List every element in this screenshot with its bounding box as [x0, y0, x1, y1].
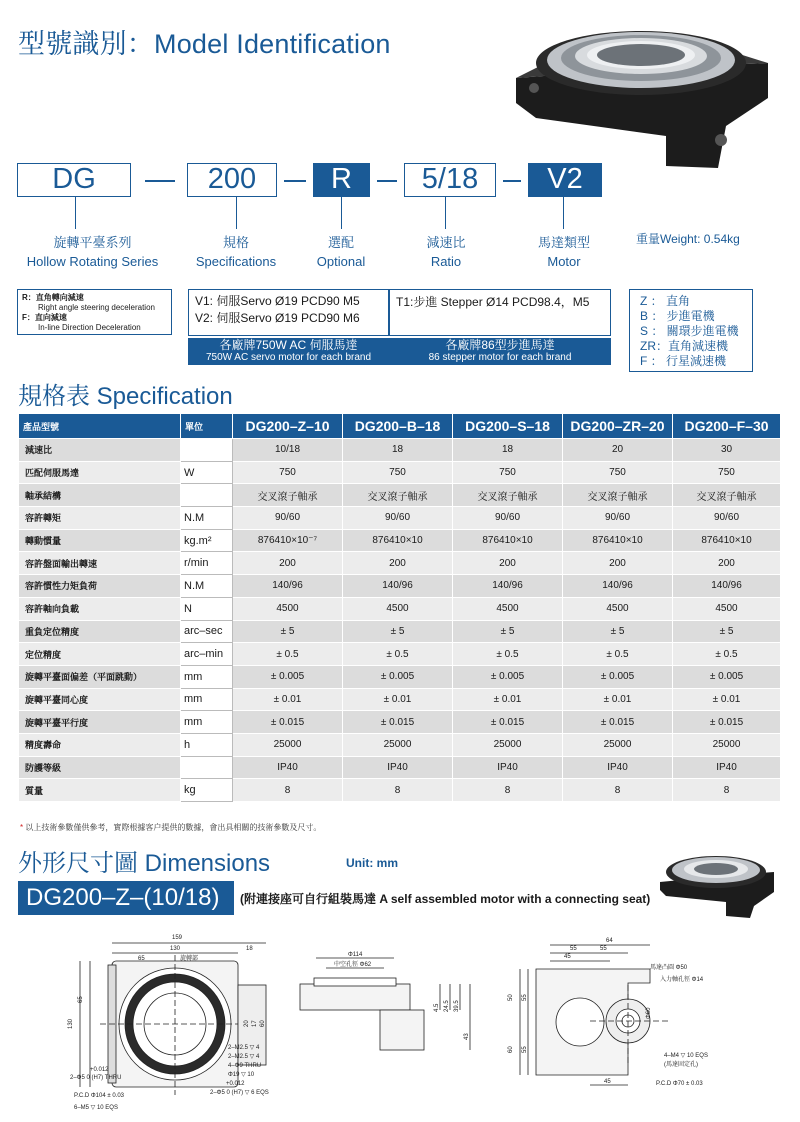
table-cell: 876410×10 — [343, 529, 453, 552]
row-label: 容許轉矩 — [19, 507, 181, 530]
dim-label: 65 — [138, 956, 145, 962]
row-label: 轉動慣量 — [19, 529, 181, 552]
table-cell: 交叉滾子軸承 — [453, 484, 563, 507]
table-cell: 4500 — [233, 597, 343, 620]
dim-label: 17 — [252, 1020, 258, 1027]
caption-en: Ratio — [430, 254, 462, 269]
table-row — [19, 733, 781, 756]
dim-label: Φ60 — [646, 1007, 652, 1019]
direction-r-code: R：直角轉向減速 — [22, 293, 84, 302]
dim-label: 2–Φ5 0 (H7) THRU — [70, 1075, 122, 1081]
caption-zh: 旋轉平臺系列 — [53, 235, 132, 250]
dim-label: 4.5 — [434, 1003, 440, 1012]
table-row — [19, 756, 781, 779]
dim-label: 4–Φ9 THRU — [228, 1063, 262, 1069]
legend-item: Z ： 直角 — [640, 294, 690, 308]
table-cell: 4500 — [563, 597, 673, 620]
table-cell: 140/96 — [563, 575, 673, 598]
row-unit: kg — [181, 779, 233, 802]
connector-line — [341, 197, 342, 229]
row-label: 減速比 — [19, 439, 181, 462]
table-cell: ± 0.5 — [453, 643, 563, 666]
table-cell: IP40 — [343, 756, 453, 779]
table-cell: ± 0.005 — [673, 665, 781, 688]
table-cell: 25000 — [453, 733, 563, 756]
caption-en: Hollow Rotating Series — [26, 254, 159, 269]
dim-label: 24.5 — [444, 1000, 450, 1012]
table-cell: ± 0.01 — [673, 688, 781, 711]
direction-f-desc: In-line Direction Deceleration — [38, 323, 141, 332]
spec-table — [18, 413, 781, 802]
side-view-drawing — [290, 950, 480, 1070]
stepper-bar-en: 86 stepper motor for each brand — [428, 352, 572, 363]
dim-label: Φ114 — [348, 952, 363, 958]
direction-r-desc: Right angle steering deceleration — [38, 303, 155, 312]
table-cell: 90/60 — [673, 507, 781, 530]
dim-label: 55 — [570, 946, 577, 952]
caption-en: Specifications — [195, 254, 277, 269]
table-cell: 25000 — [563, 733, 673, 756]
servo-bar-en: 750W AC servo motor for each brand — [205, 352, 372, 363]
table-cell: 200 — [673, 552, 781, 575]
servo-option-box — [188, 289, 389, 336]
dim-label: P.C.D Φ70 ± 0.03 — [656, 1081, 703, 1087]
dimensions-section-title: 外形尺寸圖 Dimensions — [18, 850, 271, 877]
row-label: 質量 — [19, 779, 181, 802]
header-model: DG200–F–30 — [673, 414, 781, 439]
dim-label: 45 — [564, 954, 571, 960]
connector-line — [445, 197, 446, 229]
spec-header-row — [19, 414, 781, 439]
stepper-bar-zh: 各廠牌86型步進馬達 — [445, 338, 555, 352]
row-unit: h — [181, 733, 233, 756]
table-cell: 交叉滾子軸承 — [343, 484, 453, 507]
table-cell: 30 — [673, 439, 781, 462]
table-cell: ± 0.015 — [673, 711, 781, 734]
table-cell: 876410×10 — [453, 529, 563, 552]
caption-spec — [180, 233, 292, 271]
table-cell: 4500 — [673, 597, 781, 620]
dim-label: 20 — [244, 1020, 250, 1027]
dim-label: +0.012 — [226, 1081, 245, 1087]
row-label: 軸承結構 — [19, 484, 181, 507]
table-row — [19, 461, 781, 484]
row-unit: N — [181, 597, 233, 620]
table-cell: ± 5 — [673, 620, 781, 643]
header-product-model: 產品型號 — [19, 414, 181, 439]
table-cell: 8 — [233, 779, 343, 802]
caption-option — [295, 233, 387, 271]
table-cell: 20 — [563, 439, 673, 462]
rotary-table-small-image — [652, 842, 784, 920]
table-cell: 140/96 — [233, 575, 343, 598]
table-cell: ± 0.01 — [453, 688, 563, 711]
table-cell: ± 5 — [453, 620, 563, 643]
row-unit: mm — [181, 711, 233, 734]
connector-line — [75, 197, 76, 229]
dim-label: 39.5 — [454, 1000, 460, 1012]
dimensions-model-label: DG200–Z–(10/18) — [18, 881, 234, 915]
table-cell: 90/60 — [233, 507, 343, 530]
header-model: DG200–ZR–20 — [563, 414, 673, 439]
dim-label: 入力軸孔徑 Φ14 — [660, 977, 704, 983]
back-view-drawing — [500, 925, 770, 1117]
table-row — [19, 575, 781, 598]
table-cell: 交叉滾子軸承 — [673, 484, 781, 507]
table-cell: 140/96 — [673, 575, 781, 598]
dim-label: 45 — [604, 1079, 611, 1085]
table-cell: ± 0.015 — [233, 711, 343, 734]
dim-label: 60 — [508, 1046, 514, 1053]
table-cell: 200 — [233, 552, 343, 575]
connector-line — [563, 197, 564, 229]
code-box-series: DG — [17, 163, 131, 197]
code-box-spec: 200 — [187, 163, 277, 197]
row-unit: mm — [181, 665, 233, 688]
table-row — [19, 620, 781, 643]
table-cell: 140/96 — [343, 575, 453, 598]
row-unit: W — [181, 461, 233, 484]
table-cell: 876410×10 — [563, 529, 673, 552]
row-unit — [181, 484, 233, 507]
dim-label: 55 — [600, 946, 607, 952]
caption-zh: 馬達類型 — [537, 235, 590, 250]
dimensions-model-note: (附連接座可自行組裝馬達 A self assembled motor with a connecting seat) — [240, 892, 651, 906]
dim-label: 馬達凸圓 Φ50 — [650, 965, 688, 971]
row-unit: kg.m² — [181, 529, 233, 552]
dim-label: 中空孔徑 Φ62 — [334, 962, 372, 968]
table-cell: 25000 — [233, 733, 343, 756]
dim-label: 55 — [522, 994, 528, 1001]
code-separator — [145, 180, 175, 182]
legend-item: ZR：直角減速機 — [640, 339, 728, 353]
header-model: DG200–Z–10 — [233, 414, 343, 439]
row-unit: arc–sec — [181, 620, 233, 643]
table-cell: 750 — [673, 461, 781, 484]
dim-label: 130 — [68, 1018, 74, 1029]
table-cell: 8 — [563, 779, 673, 802]
rotary-table-product-image — [506, 8, 786, 176]
row-unit: mm — [181, 688, 233, 711]
row-label: 定位精度 — [19, 643, 181, 666]
table-cell: 750 — [453, 461, 563, 484]
row-unit: r/min — [181, 552, 233, 575]
row-unit: arc–min — [181, 643, 233, 666]
code-box-ratio: 5/18 — [404, 163, 496, 197]
dim-label: Φ19 ▽ 10 — [228, 1072, 255, 1078]
dim-label: 43 — [464, 1033, 470, 1040]
row-label: 防護等級 — [19, 756, 181, 779]
servo-motor-bar — [188, 338, 389, 365]
table-row — [19, 688, 781, 711]
table-cell: ± 0.5 — [343, 643, 453, 666]
row-label: 重負定位精度 — [19, 620, 181, 643]
dim-label: 4–M4 ▽ 10 EQS — [664, 1053, 708, 1059]
caption-zh: 減速比 — [426, 235, 466, 250]
table-cell: ± 0.015 — [453, 711, 563, 734]
dim-label: 55 — [522, 1046, 528, 1053]
dim-label: 2–M2.5 ▽ 4 — [228, 1054, 260, 1060]
table-row — [19, 552, 781, 575]
dim-label: 64 — [606, 938, 613, 944]
table-cell: ± 0.005 — [453, 665, 563, 688]
dim-label: 159 — [172, 935, 183, 941]
row-unit: N.M — [181, 507, 233, 530]
table-cell: 200 — [343, 552, 453, 575]
motor-type-legend — [629, 289, 753, 372]
code-box-motor: V2 — [528, 163, 602, 197]
row-label: 旋轉平臺平行度 — [19, 711, 181, 734]
row-label: 容許盤面輸出轉速 — [19, 552, 181, 575]
table-cell: 750 — [563, 461, 673, 484]
connector-line — [236, 197, 237, 229]
stepper-t1: T1:步進 Stepper Ø14 PCD98.4，M5 — [396, 295, 590, 309]
row-label: 容許慣性力矩負荷 — [19, 575, 181, 598]
table-cell: 90/60 — [563, 507, 673, 530]
table-cell: ± 0.015 — [563, 711, 673, 734]
table-cell: 交叉滾子軸承 — [563, 484, 673, 507]
caption-motor — [518, 233, 610, 271]
caption-series — [10, 233, 175, 271]
table-cell: 90/60 — [343, 507, 453, 530]
table-cell: 750 — [343, 461, 453, 484]
page-title: 型號識別：Model Identification — [18, 29, 391, 59]
spec-section-title: 規格表 Specification — [18, 383, 233, 410]
stepper-option-box — [389, 289, 611, 336]
dim-label: 130 — [170, 946, 181, 952]
spec-footnote: * 以上技術參數僅供參考，實際根據客户提供的數據，會出具相關的技術參數及尺寸。 — [20, 823, 322, 832]
caption-zh: 規格 — [222, 235, 249, 250]
table-cell: ± 5 — [563, 620, 673, 643]
direction-option-box — [17, 289, 172, 335]
table-cell: ± 5 — [233, 620, 343, 643]
caption-ratio — [400, 233, 492, 271]
code-separator — [284, 180, 306, 182]
table-cell: 90/60 — [453, 507, 563, 530]
table-cell: ± 0.005 — [233, 665, 343, 688]
table-cell: ± 0.5 — [563, 643, 673, 666]
table-cell: 交叉滾子軸承 — [233, 484, 343, 507]
legend-item: F ： 行星減速機 — [640, 354, 726, 368]
dim-label: P.C.D Φ104 ± 0.03 — [74, 1093, 124, 1099]
dim-label: (馬達固定孔) — [664, 1062, 698, 1068]
dim-label: 2–Φ5 0 (H7) ▽ 6 EQS — [210, 1090, 269, 1096]
caption-zh: 選配 — [327, 235, 354, 250]
header-model: DG200–B–18 — [343, 414, 453, 439]
table-cell: 200 — [563, 552, 673, 575]
caption-en: Optional — [316, 254, 366, 269]
code-separator — [377, 180, 397, 182]
table-cell: ± 0.01 — [343, 688, 453, 711]
table-cell: IP40 — [453, 756, 563, 779]
table-cell: 25000 — [343, 733, 453, 756]
stepper-motor-bar — [389, 338, 611, 365]
table-cell: 876410×10 — [673, 529, 781, 552]
dim-label: 60 — [260, 1020, 266, 1027]
table-row — [19, 643, 781, 666]
table-row — [19, 711, 781, 734]
table-row — [19, 597, 781, 620]
caption-en: Motor — [547, 254, 581, 269]
table-cell: 8 — [343, 779, 453, 802]
table-cell: IP40 — [563, 756, 673, 779]
table-cell: IP40 — [673, 756, 781, 779]
table-cell: 876410×10⁻⁷ — [233, 529, 343, 552]
legend-item: B ： 步進電機 — [640, 309, 715, 323]
legend-item: S ： 關環步進電機 — [640, 324, 739, 338]
table-cell: 8 — [673, 779, 781, 802]
dim-label: +0.012 — [90, 1067, 109, 1073]
code-box-option: R — [313, 163, 370, 197]
row-unit: N.M — [181, 575, 233, 598]
dimensions-unit: Unit: mm — [346, 856, 398, 870]
table-cell: IP40 — [233, 756, 343, 779]
row-label: 旋轉平臺同心度 — [19, 688, 181, 711]
dim-label: 18 — [246, 946, 253, 952]
table-cell: 18 — [453, 439, 563, 462]
table-cell: ± 0.5 — [233, 643, 343, 666]
table-cell: ± 5 — [343, 620, 453, 643]
table-cell: ± 0.015 — [343, 711, 453, 734]
row-label: 匹配伺服馬達 — [19, 461, 181, 484]
dim-label: 6–M5 ▽ 10 EQS — [74, 1105, 118, 1111]
table-cell: 25000 — [673, 733, 781, 756]
header-model: DG200–S–18 — [453, 414, 563, 439]
table-row — [19, 779, 781, 802]
row-unit — [181, 439, 233, 462]
front-view-drawing — [60, 925, 290, 1117]
table-cell: ± 0.005 — [343, 665, 453, 688]
dim-label: 2–M2.5 ▽ 4 — [228, 1045, 260, 1051]
servo-bar-zh: 各廠牌750W AC 伺服馬達 — [219, 338, 358, 352]
table-cell: ± 0.5 — [673, 643, 781, 666]
row-label: 容許軸向負載 — [19, 597, 181, 620]
table-cell: 4500 — [343, 597, 453, 620]
code-separator — [503, 180, 521, 182]
table-cell: 10/18 — [233, 439, 343, 462]
dim-label: 50 — [508, 994, 514, 1001]
direction-f-code: F：直向減速 — [22, 313, 67, 322]
dim-label: 65 — [78, 996, 84, 1003]
table-cell: ± 0.005 — [563, 665, 673, 688]
servo-v2: V2: 伺服Servo Ø19 PCD90 M6 — [195, 311, 360, 325]
table-cell: 750 — [233, 461, 343, 484]
servo-v1: V1: 伺服Servo Ø19 PCD90 M5 — [195, 294, 360, 308]
weight-label: 重量Weight: 0.54kg — [636, 232, 740, 246]
table-cell: 140/96 — [453, 575, 563, 598]
table-cell: 18 — [343, 439, 453, 462]
table-row — [19, 507, 781, 530]
table-row — [19, 484, 781, 507]
table-row — [19, 439, 781, 462]
dim-label: 旋轉部 — [180, 956, 199, 962]
table-row — [19, 665, 781, 688]
table-cell: 4500 — [453, 597, 563, 620]
table-cell: ± 0.01 — [563, 688, 673, 711]
row-label: 精度壽命 — [19, 733, 181, 756]
table-cell: 200 — [453, 552, 563, 575]
table-row — [19, 529, 781, 552]
header-unit: 單位 — [181, 414, 233, 439]
row-label: 旋轉平臺面偏差（平面跳動） — [19, 665, 181, 688]
spec-footnote-text: 以上技術參數僅供參考，實際根據客户提供的數據，會出具相關的技術參數及尺寸。 — [25, 823, 322, 832]
row-unit — [181, 756, 233, 779]
table-cell: ± 0.01 — [233, 688, 343, 711]
table-cell: 8 — [453, 779, 563, 802]
